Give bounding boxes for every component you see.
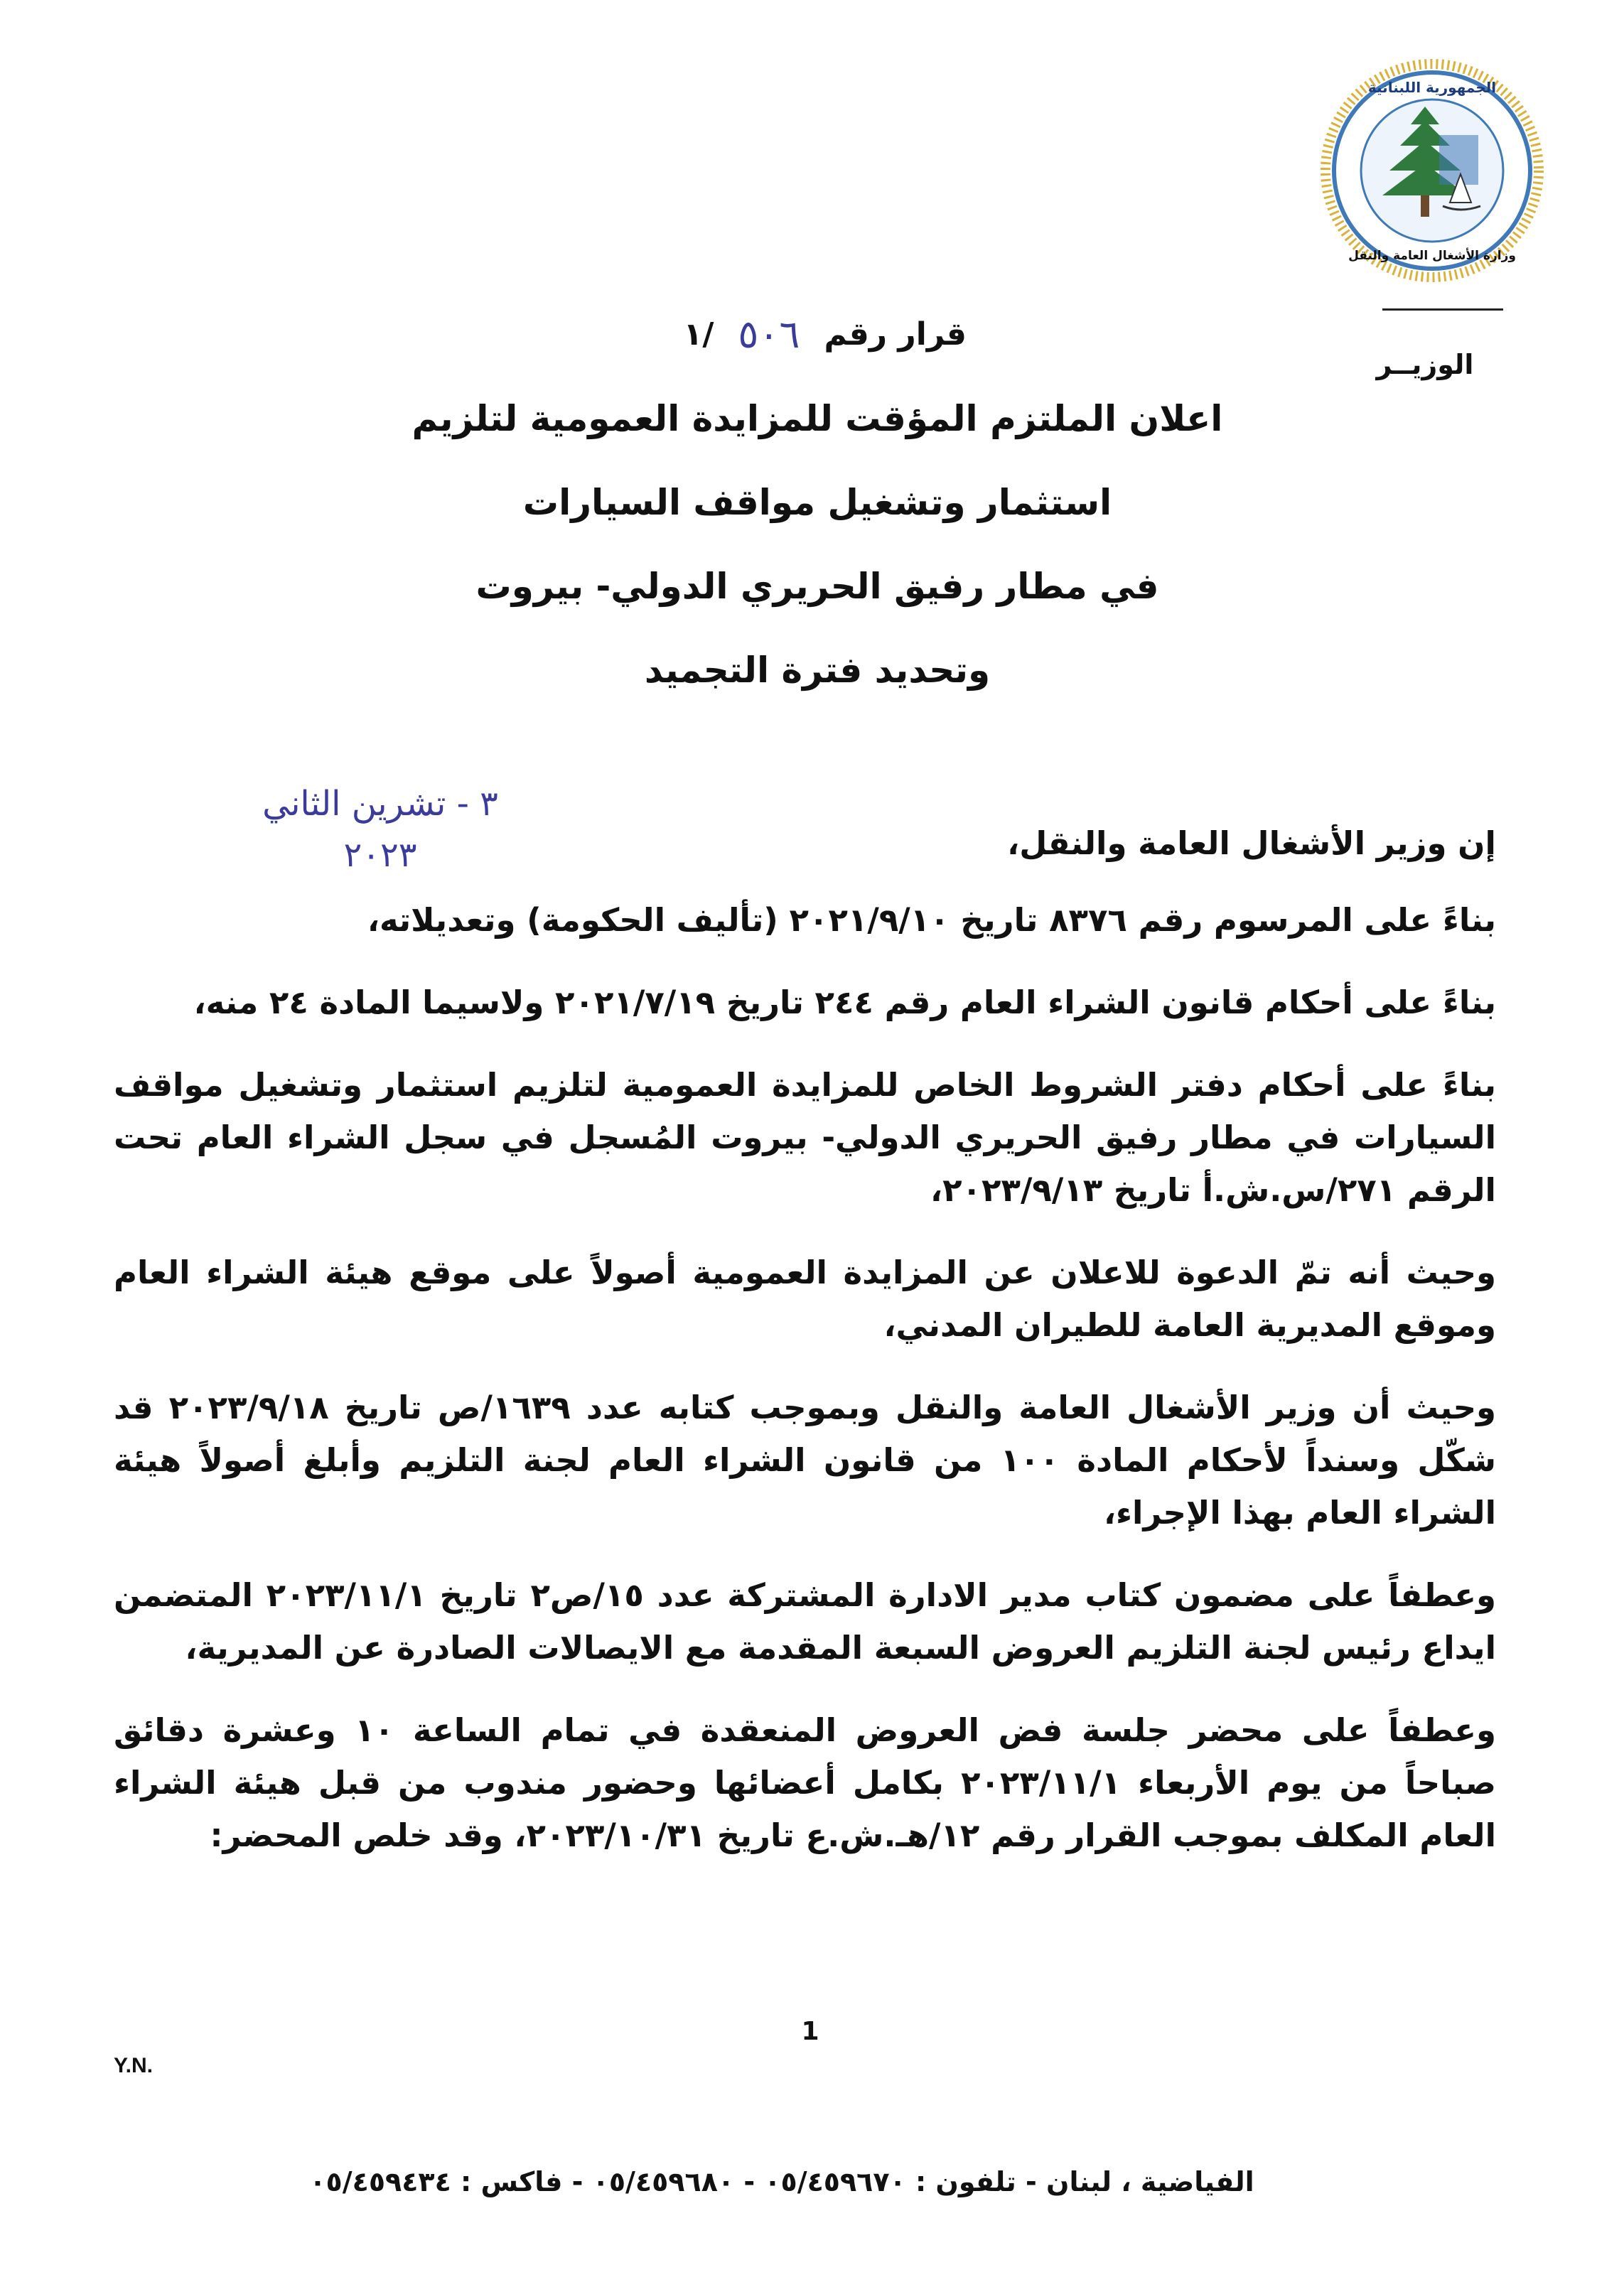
author-initials: Y.N. <box>114 2054 154 2077</box>
body-paragraph-1: إن وزير الأشغال العامة والنقل، <box>1007 824 1496 862</box>
handwritten-date: ٣ - تشرين الثاني ٢٠٢٣ <box>262 784 498 875</box>
footer-address: الفياضية ، لبنان - تلفون : ٠٥/٤٥٩٦٧٠ - ٠٥/٤٥٩٦٨٠ - فاكس : ٠٥/٤٥٩٤٣٤ <box>309 2166 1254 2197</box>
body-paragraph-4: بناءً على أحكام دفتر الشروط الخاص للمزايدة العمومية لتلزيم استثمار وتشغيل مواقف السيارات في مطار رفيق الحريري الدولي- بيروت المُسجل في سجل الشراء العام تحت الرقم ٢٧١/س.ش.أ تاريخ ٢٠٢٣/٩/١٣، <box>114 1066 1496 1209</box>
title-line-4: وتحديد فترة التجميد <box>644 650 991 691</box>
body-paragraph-3: بناءً على أحكام قانون الشراء العام رقم ٢٤٤ تاريخ ٢٠٢١/٧/١٩ ولاسيما المادة ٢٤ منه، <box>193 984 1496 1021</box>
title-line-3: في مطار رفيق الحريري الدولي- بيروت <box>475 566 1159 607</box>
svg-text:وزارة الأشغال العامة والنقل: وزارة الأشغال العامة والنقل <box>1348 249 1516 263</box>
body-paragraph-6: وحيث أن وزير الأشغال العامة والنقل وبموجب كتابه عدد ١٦٣٩/ص تاريخ ٢٠٢٣/٩/١٨ قد شكّل وسنداً لأحكام المادة ١٠٠ من قانون الشراء العام لجنة التلزيم وأبلغ أصولاً هيئة الشراء العام بهذا الإجراء، <box>114 1389 1496 1532</box>
body-paragraph-5: وحيث أنه تمّ الدعوة للاعلان عن المزايدة العمومية أصولاً على موقع هيئة الشراء العام وموقع المديرية العامة للطيران المدني، <box>114 1254 1496 1344</box>
body-paragraph-2: بناءً على المرسوم رقم ٨٣٧٦ تاريخ ٢٠٢١/٩/١٠ (تأليف الحكومة) وتعديلاته، <box>367 901 1496 939</box>
document-body <box>114 817 1496 1892</box>
decision-label: قرار رقم <box>824 316 967 352</box>
title-line-2: استثمار وتشغيل مواقف السيارات <box>522 482 1112 523</box>
ministry-seal-logo <box>1318 57 1546 284</box>
decision-number-line <box>569 306 967 362</box>
decision-suffix: /١ <box>683 316 714 352</box>
decision-number-handwritten: ٥٠٦ <box>738 311 800 357</box>
page-number: 1 <box>801 2017 819 2046</box>
seal-divider-rule <box>1382 308 1503 311</box>
title-line-1: اعلان الملتزم المؤقت للمزايدة العمومية لتلزيم <box>412 398 1223 439</box>
body-paragraph-8: وعطفاً على محضر جلسة فض العروض المنعقدة في تمام الساعة ١٠ وعشرة دقائق صباحاً من يوم الأربعاء ٢٠٢٣/١١/١ بكامل أعضائها وحضور مندوب من قبل هيئة الشراء العام المكلف بموجب القرار رقم ١٢/هـ.ش.ع تاريخ ٢٠٢٣/١٠/٣١، وقد خلص المحضر: <box>114 1711 1496 1854</box>
body-paragraph-7: وعطفاً على مضمون كتاب مدير الادارة المشتركة عدد ١٥/ص٢ تاريخ ٢٠٢٣/١١/١ المتضمن ايداع رئيس لجنة التلزيم العروض السبعة المقدمة مع الايصالات الصادرة عن المديرية، <box>114 1576 1496 1667</box>
document-title-block <box>284 377 1350 712</box>
minister-label: الوزيــر <box>1376 349 1474 380</box>
svg-text:الجمهورية اللبنانية: الجمهورية اللبنانية <box>1367 79 1497 96</box>
